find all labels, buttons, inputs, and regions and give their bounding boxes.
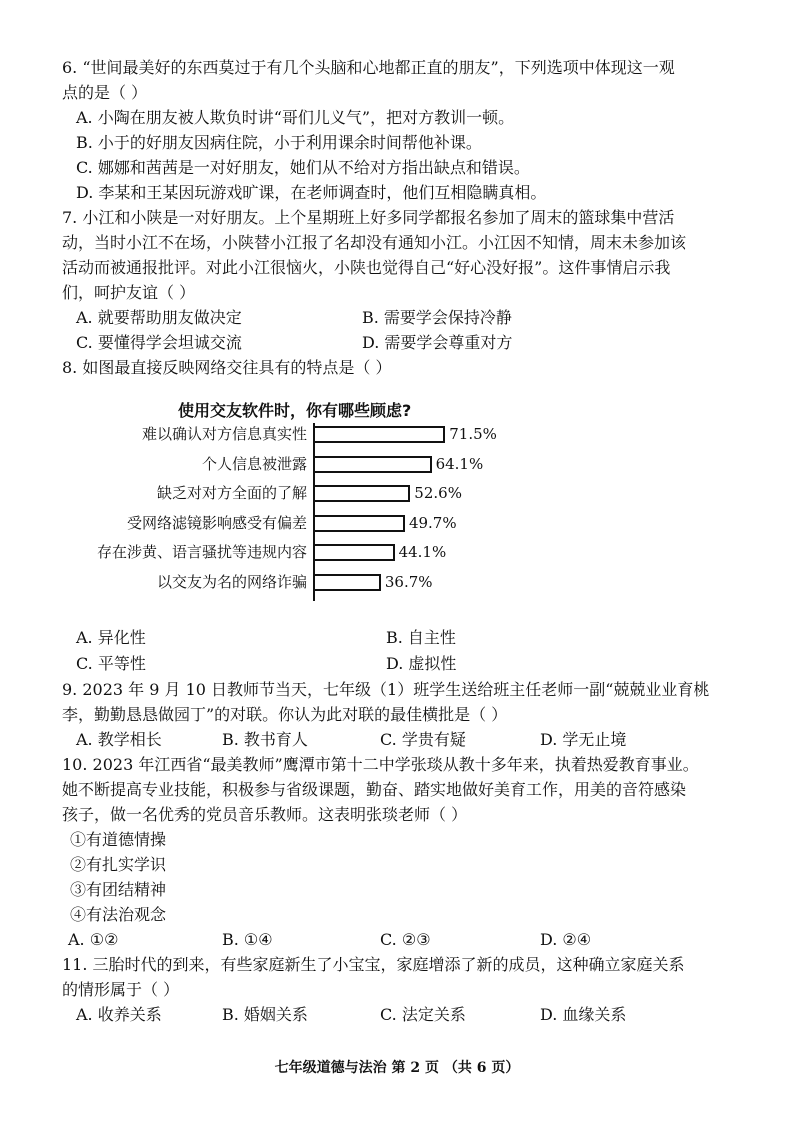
q8-option-d: D. 虚拟性	[386, 654, 457, 673]
chart-category-label: 受网络滤镜影响感受有偏差	[126, 513, 307, 532]
chart-bar	[313, 544, 395, 561]
chart-category-label: 以交友为名的网络诈骗	[156, 572, 307, 591]
q10-option-c: C. ②③	[380, 930, 431, 949]
q7-stem-line1: 7. 小江和小陕是一对好朋友。上个星期班上好多同学都报名参加了周末的篮球集中营活	[62, 208, 675, 227]
q10-option-a: A. ①②	[68, 930, 119, 949]
q7-option-d: D. 需要学会尊重对方	[362, 333, 513, 352]
q7-option-a: A. 就要帮助朋友做决定	[76, 308, 242, 327]
q10-stem-line1: 10. 2023 年江西省“最美教师”鹰潭市第十二中学张琰从教十多年来，执着热爱教育事业。	[62, 755, 699, 774]
q6-stem-line2: 点的是（ ）	[62, 83, 148, 102]
q6-option-c: C. 娜娜和茜茜是一对好朋友，她们从不给对方指出缺点和错误。	[76, 158, 530, 177]
chart-category-label: 缺乏对对方全面的了解	[156, 484, 307, 502]
q7-option-c: C. 要懂得学会坦诚交流	[76, 333, 242, 352]
q7-option-b: B. 需要学会保持冷静	[362, 308, 512, 327]
q10-item-3: ③有团结精神	[70, 880, 167, 899]
q8-option-c: C. 平等性	[76, 654, 146, 673]
chart-bar	[313, 574, 381, 591]
q9-stem-line2: 李，勤勤恳恳做园丁”的对联。你认为此对联的最佳横批是（ ）	[62, 705, 508, 724]
chart-category-label: 个人信息被泄露	[201, 454, 307, 473]
chart-value-label: 49.7%	[408, 513, 457, 532]
q11-option-d: D. 血缘关系	[540, 1005, 627, 1024]
page-footer: 七年级道德与法治 第 2 页 （共 6 页）	[274, 1060, 520, 1076]
q8-option-a: A. 异化性	[76, 628, 146, 647]
q11-stem-line2: 的情形属于（ ）	[62, 980, 180, 999]
chart-value-label: 71.5%	[449, 425, 497, 443]
chart-bar	[313, 485, 410, 502]
q11-option-c: C. 法定关系	[380, 1005, 466, 1024]
q8-stem: 8. 如图最直接反映网络交往具有的特点是（ ）	[62, 358, 392, 377]
q11-option-b: B. 婚姻关系	[222, 1005, 308, 1024]
q9-option-a: A. 教学相长	[76, 730, 162, 749]
chart-category-label: 存在涉黄、语言骚扰等违规内容	[96, 543, 307, 561]
chart-bar	[313, 426, 445, 443]
q7-stem-line4: 们，呵护友谊（ ）	[62, 283, 196, 302]
q10-item-2: ②有扎实学识	[70, 855, 167, 874]
q6-option-d: D. 李某和王某因玩游戏旷课，在老师调查时，他们互相隐瞒真相。	[76, 183, 547, 202]
q9-stem-line1: 9. 2023 年 9 月 10 日教师节当天，七年级（1）班学生送给班主任老师一副“兢兢业业育桃	[62, 680, 710, 699]
chart-value-label: 64.1%	[435, 454, 484, 473]
q6-option-b: B. 小于的好朋友因病住院，小于利用课余时间帮他补课。	[76, 133, 482, 152]
chart-value-label: 44.1%	[398, 543, 447, 561]
q11-option-a: A. 收养关系	[76, 1005, 162, 1024]
q7-stem-line3: 活动而被通报批评。对此小江很恼火，小陕也觉得自己“好心没好报”。这件事情启示我	[62, 258, 671, 277]
q9-option-c: C. 学贵有疑	[380, 730, 466, 749]
chart-bar	[313, 515, 405, 532]
q10-item-1: ①有道德情操	[70, 830, 167, 849]
chart-title: 使用交友软件时，你有哪些顾虑?	[178, 401, 412, 420]
q11-stem-line1: 11. 三胎时代的到来，有些家庭新生了小宝宝，家庭增添了新的成员，这种确立家庭关系	[62, 955, 685, 974]
q6-stem-line1: 6. “世间最美好的东西莫过于有几个头脑和心地都正直的朋友”，下列选项中体现这一观	[62, 58, 675, 77]
q10-stem-line2: 她不断提高专业技能，积极参与省级课题，勤奋、踏实地做好美育工作，用美的音符感染	[62, 780, 687, 799]
q6-option-a: A. 小陶在朋友被人欺负时讲“哥们儿义气”，把对方教训一顿。	[76, 108, 515, 127]
chart-bar	[313, 456, 432, 473]
q10-option-b: B. ①④	[222, 930, 273, 949]
chart-value-label: 52.6%	[414, 484, 462, 502]
chart-category-label: 难以确认对方信息真实性	[141, 425, 307, 443]
q9-option-b: B. 教书育人	[222, 730, 308, 749]
q10-option-d: D. ②④	[540, 930, 592, 949]
q8-option-b: B. 自主性	[386, 628, 456, 647]
q7-stem-line2: 动，当时小江不在场，小陕替小江报了名却没有通知小江。小江因不知情，周末未参加该	[62, 233, 687, 252]
chart-value-label: 36.7%	[384, 572, 433, 591]
q10-item-4: ④有法治观念	[70, 905, 167, 924]
q10-stem-line3: 孩子，做一名优秀的党员音乐教师。这表明张琰老师（ ）	[62, 805, 468, 824]
q9-option-d: D. 学无止境	[540, 730, 627, 749]
